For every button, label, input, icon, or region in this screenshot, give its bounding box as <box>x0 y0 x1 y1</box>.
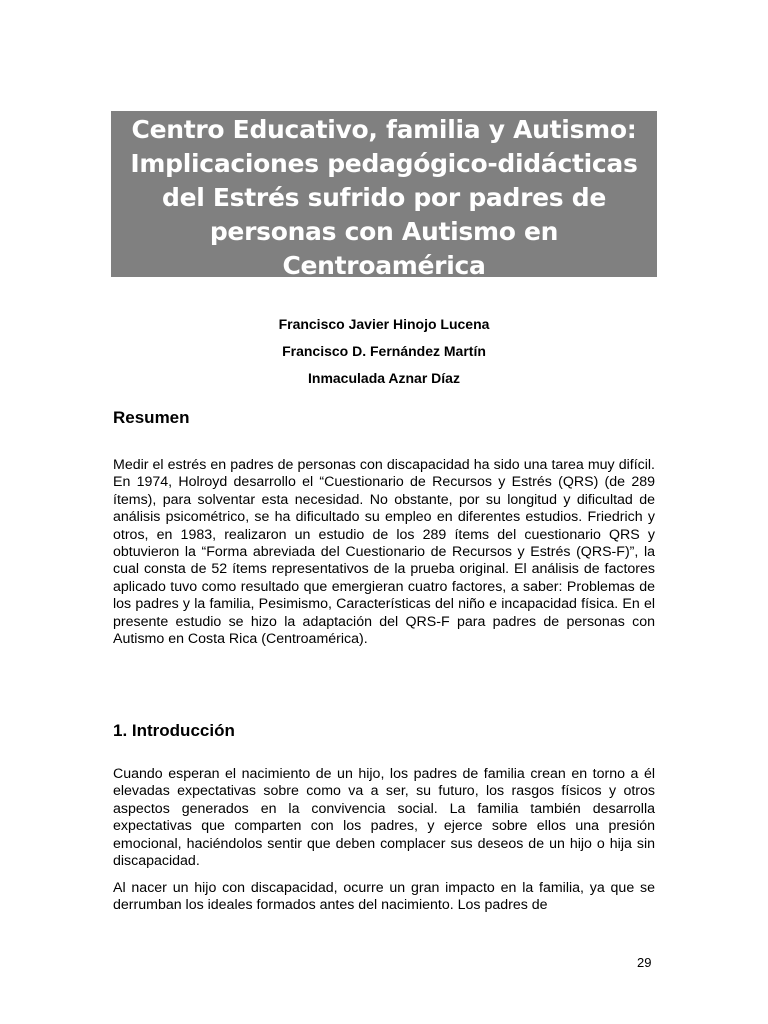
title-line: Implicaciones pedagógico-didácticas <box>130 149 638 178</box>
abstract-text: Medir el estrés en padres de personas con discapacidad ha sido una tarea muy difícil. En 1974, Holroyd desarrollo el “Cuestionario de Recursos y Estrés (QRS) (de 289 ítems), para solventar esta necesidad. No obstante, por su longitud y dificultad de análisis psicométrico, se ha dificultado su empleo en diferentes estudios. Friedrich y otros, en 1983, realizaron un estudio de los 289 ítems del cuestionario QRS y obtuvieron la “Forma abreviada del Cuestionario de Recursos y Estrés (QRS-F)”, la cual consta de 52 ítems representativos de la prueba original. El análisis de factores aplicado tuvo como resultado que emergieran cuatro factores, a saber: Problemas de los padres y la familia, Pesimismo, Características del niño e incapacidad física. En el presente estudio se hizo la adaptación del QRS-F para padres de personas con Autismo en Costa Rica (Centroamérica). <box>113 457 655 648</box>
title-banner <box>111 111 657 280</box>
title-line: del Estrés sufrido por padres de <box>161 183 606 212</box>
introduction-paragraph: Al nacer un hijo con discapacidad, ocurre un gran impacto en la familia, ya que se derrumban los ideales formados antes del nacimiento. Los padres de <box>113 880 655 914</box>
author-name: Francisco Javier Hinojo Lucena <box>278 316 490 332</box>
title-line: personas con Autismo en <box>209 217 559 246</box>
author-name: Inmaculada Aznar Díaz <box>308 370 460 386</box>
introduction-paragraph: Cuando esperan el nacimiento de un hijo, los padres de familia crean en torno a él elevadas expectativas sobre como va a ser, su futuro, los rasgos físicos y otros aspectos generados en la convivencia social. La familia también desarrolla expectativas que comparten con los padres, y ejerce sobre ellos una presión emocional, haciéndolos sentir que deben complacer sus deseos de un hijo o hija sin discapacidad. <box>113 766 655 870</box>
title-line: Centroamérica <box>282 251 486 280</box>
title-line: Centro Educativo, familia y Autismo: <box>131 115 637 144</box>
abstract-heading: Resumen <box>113 408 190 427</box>
author-name: Francisco D. Fernández Martín <box>282 343 486 359</box>
page-number: 29 <box>637 955 652 970</box>
introduction-heading: 1. Introducción <box>113 721 235 740</box>
author-list <box>111 311 657 392</box>
